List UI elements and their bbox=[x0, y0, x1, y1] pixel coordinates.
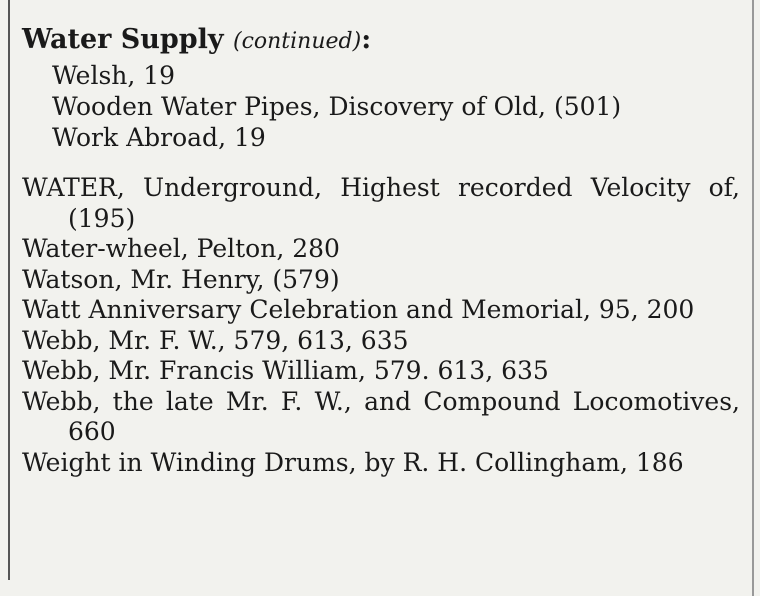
index-entry: Webb, the late Mr. F. W., and Compound Locomotives, 660 bbox=[22, 386, 740, 446]
sub-entry: Welsh, 19 bbox=[52, 61, 176, 90]
sub-entry: Work Abroad, 19 bbox=[52, 123, 266, 152]
heading-title: Water Supply bbox=[22, 24, 224, 55]
index-entry: Water-wheel, Pelton, 280 bbox=[22, 234, 340, 263]
index-entry: Watt Anniversary Celebration and Memorial, 95, 200 bbox=[22, 295, 695, 324]
heading-continued: (continued) bbox=[232, 29, 362, 54]
section-gap bbox=[22, 153, 740, 173]
index-column bbox=[22, 22, 740, 478]
sub-entry-list bbox=[22, 60, 740, 153]
index-entry: WATER, Underground, Highest recorded Velocity of, (195) bbox=[22, 173, 740, 233]
left-margin-rule bbox=[8, 0, 10, 580]
heading-colon: : bbox=[361, 24, 372, 55]
index-entry: Webb, Mr. Francis William, 579. 613, 635 bbox=[22, 356, 549, 385]
section-heading bbox=[22, 22, 740, 60]
right-margin-rule bbox=[752, 0, 754, 596]
entry-list bbox=[22, 173, 740, 478]
index-entry: Watson, Mr. Henry, (579) bbox=[22, 264, 340, 294]
sub-entry: Wooden Water Pipes, Discovery of Old, (501) bbox=[52, 92, 622, 121]
index-entry: Webb, Mr. F. W., 579, 613, 635 bbox=[22, 325, 409, 355]
index-entry: Weight in Winding Drums, by R. H. Collingham, 186 bbox=[22, 447, 684, 477]
